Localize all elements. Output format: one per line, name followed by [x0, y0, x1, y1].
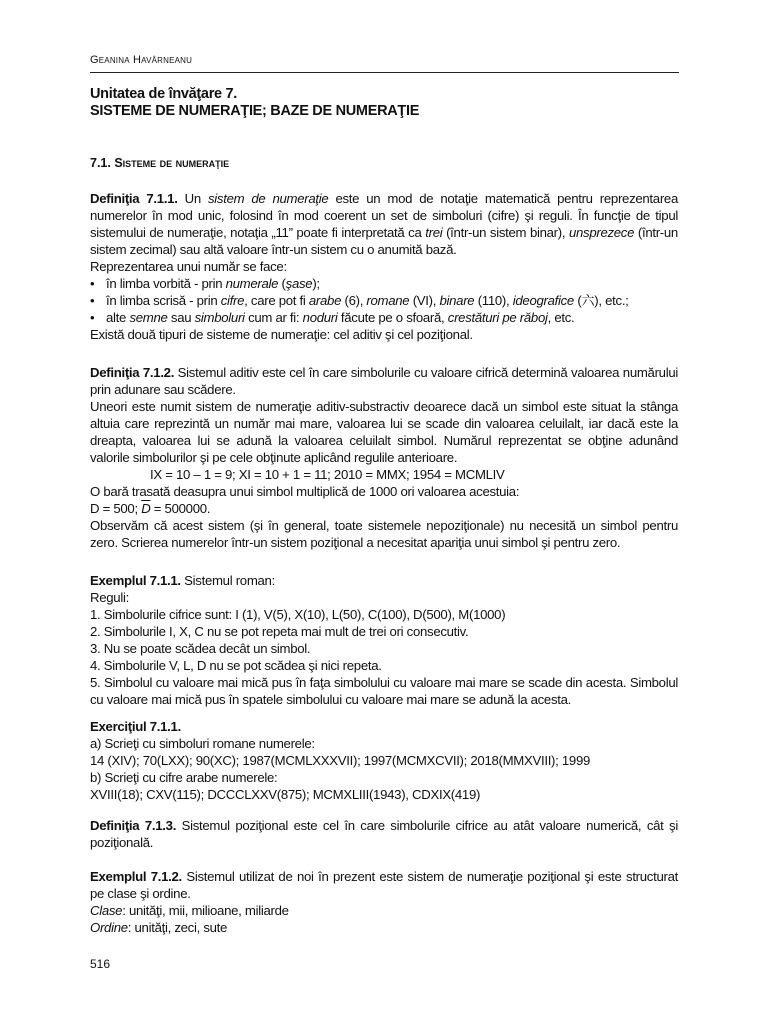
paragraph: XVIII(18); CXV(115); DCCCLXXV(875); MCMXLIII(1943), CDXIX(419)	[90, 787, 481, 802]
text: (	[278, 276, 286, 291]
example-label: Exemplul 7.1.1.	[90, 573, 181, 588]
term: sistem de numeraţie	[207, 191, 329, 206]
paragraph: Observăm că acest sistem (şi în general, toate sistemele nepoziţionale) nu necesită un simbol pentru zero. Scrierea numerelor într-un sistem poziţional a necesitat apariţia unui simbol şi pentru zero.	[90, 518, 678, 550]
term: Ordine	[90, 920, 128, 935]
paragraph: Reguli:	[90, 590, 129, 605]
definition-7-1-2	[90, 364, 678, 551]
text: Sistemul aditiv este cel în care simbolurile cu valoare cifrică determină valoarea numărului prin adunare sau scădere.	[90, 365, 678, 397]
definition-label: Definiţia 7.1.1.	[90, 191, 178, 206]
definition-7-1-1	[90, 190, 678, 343]
text: (într-un sistem binar),	[442, 225, 569, 240]
overlined-symbol: $\overline{D}$	[141, 501, 151, 516]
term: unsprezece	[568, 225, 635, 240]
section-heading	[90, 156, 678, 170]
term: simboluri	[194, 310, 245, 325]
term: numerale	[225, 276, 279, 291]
text: (VI),	[409, 293, 440, 308]
text: este un mod de notaţie matematică pentru reprezentarea numerelor în mod unic, folosind în mod coerent un set de simboluri (cifre) şi reguli. În funcţie de tipul sistemului de numeraţie, notaţia „11” poate fi interpretată ca	[90, 191, 678, 240]
exercise-7-1-1	[90, 718, 678, 803]
term: crestături pe răboj	[447, 310, 548, 325]
list-item	[90, 292, 678, 309]
text: : unităţi, mii, milioane, miliarde	[122, 903, 289, 918]
text: (6),	[341, 293, 367, 308]
bullet-icon: •	[90, 293, 95, 308]
rule-item: 5. Simbolul cu valoare mai mică pus în faţa simbolului cu valoare mai mare se scade din acesta. Simbolul cu valoare mai mică pus în spatele simbolului cu valoare mai mare se adună la acesta.	[90, 675, 678, 707]
definition-label: Definiţia 7.1.2.	[90, 365, 175, 380]
example-7-1-2	[90, 868, 678, 936]
text: în limba vorbită - prin	[106, 276, 226, 291]
term: binare	[439, 293, 475, 308]
paragraph: 14 (XIV); 70(LXX); 90(XC); 1987(MCMLXXXVII); 1997(MCMXCVII); 2018(MMXVIII); 1999	[90, 753, 591, 768]
text: D = 500;	[90, 501, 142, 516]
paragraph: Există două tipuri de sisteme de numeraţie: cel aditiv şi cel poziţional.	[90, 327, 473, 342]
example-7-1-1	[90, 572, 678, 708]
term: ideografice	[512, 293, 574, 308]
text: cum ar fi:	[244, 310, 303, 325]
term: romane	[366, 293, 410, 308]
term: semne	[129, 310, 168, 325]
text: făcute pe o sfoară,	[337, 310, 448, 325]
term: arabe	[308, 293, 342, 308]
text: = 500000.	[150, 501, 211, 516]
rule-item: 4. Simbolurile V, L, D nu se pot scădea şi nici repeta.	[90, 658, 382, 673]
paragraph: a) Scrieţi cu simboluri romane numerele:	[90, 736, 315, 751]
term: noduri	[302, 310, 338, 325]
unit-title	[90, 86, 678, 120]
example-label: Exemplul 7.1.2.	[90, 869, 182, 884]
text: (110),	[474, 293, 513, 308]
term: trei	[425, 225, 443, 240]
text: în limba scrisă - prin	[106, 293, 221, 308]
exercise-label: Exerciţiul 7.1.1.	[90, 719, 181, 734]
section-number: 7.1.	[90, 156, 111, 170]
paragraph: b) Scrieţi cu cifre arabe numerele:	[90, 770, 278, 785]
text: alte	[106, 310, 130, 325]
paragraph: Uneori este numit sistem de numeraţie aditiv-substractiv deoarece dacă un simbol este situat la stânga altuia care reprezintă un număr mai mare, valoarea lui se scade din valoarea celuilalt, iar dacă este la dreapta, valoarea lui se adună la valoarea celuilalt simbol. Numărul reprezentat se obţine adunând valorile simbolurilor şi pe cele obţinute aplicând regulile anterioare.	[90, 399, 678, 465]
list-item	[90, 309, 678, 326]
term: cifre	[220, 293, 245, 308]
definition-label: Definiţia 7.1.3.	[90, 818, 177, 833]
rule-item: 3. Nu se poate scădea decât un simbol.	[90, 641, 311, 656]
text: Un	[177, 191, 208, 206]
unit-heading: Unitatea de învăţare 7.	[90, 86, 238, 102]
paragraph: Reprezentarea unui număr se face:	[90, 259, 287, 274]
text: );	[312, 276, 320, 291]
text: (într-un sistem zecimal) sau altă valoare într-un sistem cu o anumită bază.	[90, 225, 678, 257]
text: (六), etc.;	[573, 293, 629, 308]
page-number: 516	[90, 957, 111, 971]
paragraph: O bară trasată deasupra unui simbol multiplică de 1000 ori valoarea acestuia:	[90, 484, 520, 499]
text: Sistemul utilizat de noi în prezent este sistem de numeraţie poziţional şi este structurat pe clase şi ordine.	[90, 869, 678, 901]
running-head: Geanina Havârneanu	[90, 54, 193, 66]
text: Sistemul roman:	[180, 573, 275, 588]
text: : unităţi, zeci, sute	[127, 920, 228, 935]
text: sau	[167, 310, 195, 325]
rule-item: 2. Simbolurile I, X, C nu se pot repeta mai mult de trei ori consecutiv.	[90, 624, 469, 639]
bullet-icon: •	[90, 310, 95, 325]
rule-item: 1. Simbolurile cifrice sunt: I (1), V(5), X(10), L(50), C(100), D(500), M(1000)	[90, 607, 506, 622]
text: , etc.	[547, 310, 575, 325]
term: Clase	[90, 903, 123, 918]
list-item	[90, 275, 678, 292]
text: , care pot fi	[244, 293, 309, 308]
bullet-icon: •	[90, 276, 95, 291]
roman-examples: IX = 10 – 1 = 9; XI = 10 + 1 = 11; 2010 = MMX; 1954 = MCMLIV	[150, 467, 505, 482]
definition-7-1-3	[90, 817, 678, 851]
unit-subtitle: SISTEME DE NUMERAŢIE; BAZE DE NUMERAŢIE	[90, 103, 420, 119]
section-title: Sisteme de numeraţie	[114, 156, 230, 170]
header-rule	[90, 72, 679, 73]
term: şase	[285, 276, 313, 291]
text: Sistemul poziţional este cel în care simbolurile cifrice au atât valoare numerică, cât şi poziţională.	[90, 818, 678, 850]
